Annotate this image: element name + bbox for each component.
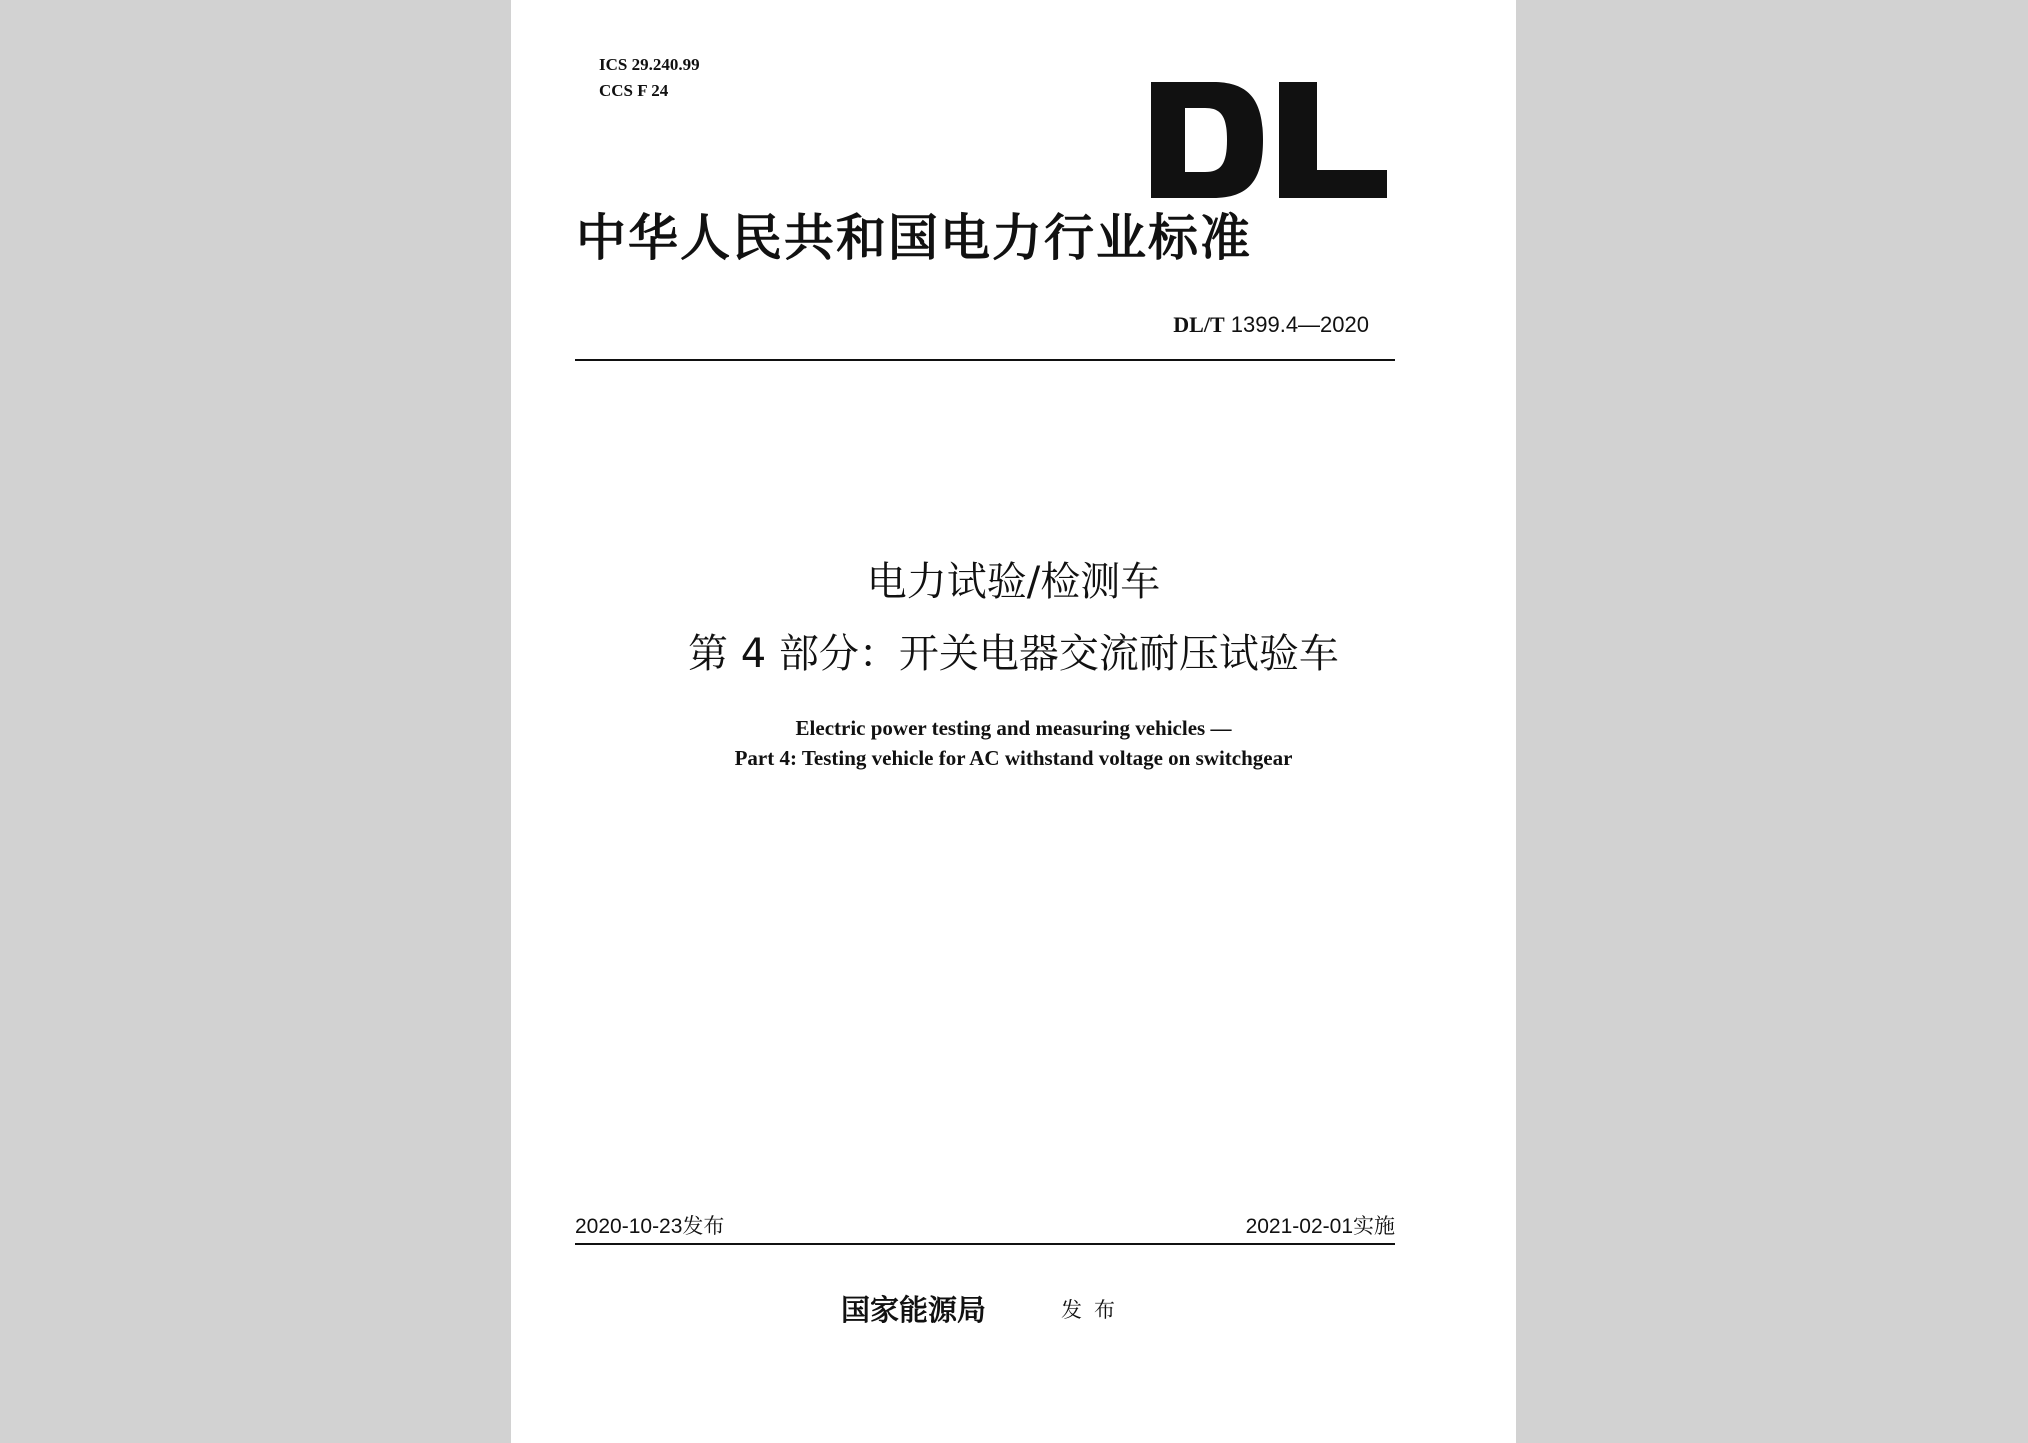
classification-codes xyxy=(599,52,700,104)
document-page xyxy=(511,0,1516,1443)
title-en-line2: Part 4: Testing vehicle for AC withstand voltage on switchgear xyxy=(734,746,1293,770)
issue-date: 2020-10-23发布 xyxy=(575,1215,725,1238)
implementation-date: 2021-02-01实施 xyxy=(1245,1215,1395,1238)
dl-logo xyxy=(1141,54,1481,204)
ics-code: ICS 29.240.99 xyxy=(599,55,700,74)
title-cn-line2: 第 4 部分：开关电器交流耐压试验车 xyxy=(688,631,1339,677)
standard-prefix: DL/T xyxy=(1173,312,1225,337)
top-divider xyxy=(575,359,1395,361)
publish-label: 发布 xyxy=(1061,1298,1127,1322)
ccs-code: CCS F 24 xyxy=(599,81,669,100)
bottom-divider xyxy=(575,1243,1395,1245)
standard-number xyxy=(1173,312,1369,338)
national-standard-title: 中华人民共和国电力行业标准 xyxy=(576,208,1252,267)
standard-code: 1399.4—2020 xyxy=(1230,312,1369,337)
publisher-name: 国家能源局 xyxy=(841,1293,987,1327)
title-cn-line1: 电力试验/检测车 xyxy=(866,559,1161,605)
title-en-line1: Electric power testing and measuring vehicles — xyxy=(795,716,1232,740)
